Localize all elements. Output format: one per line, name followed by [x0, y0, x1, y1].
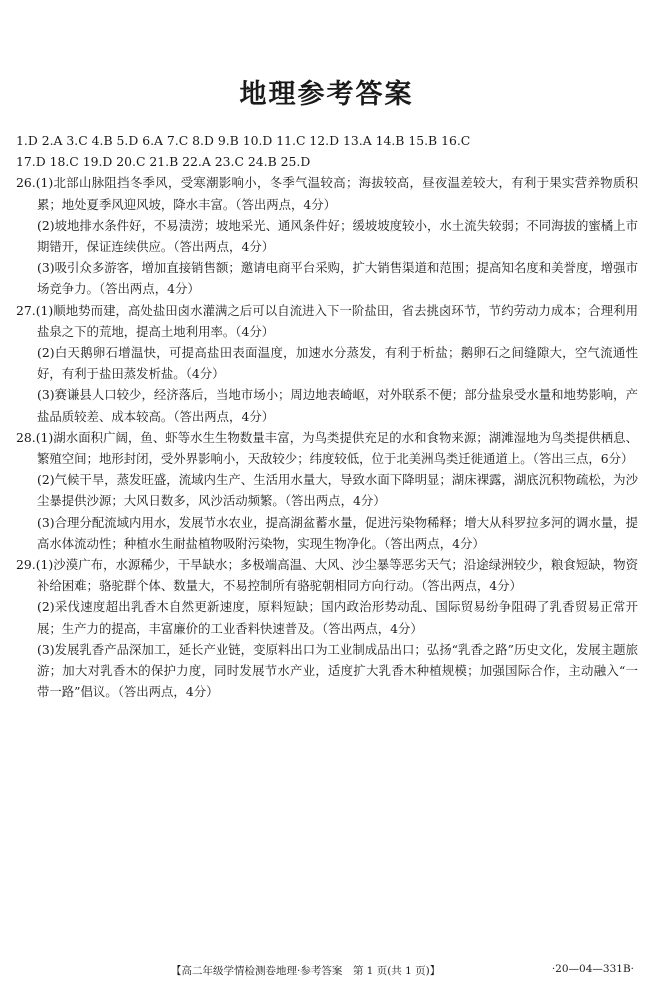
question-28: [16, 427, 638, 554]
question-29: [16, 554, 638, 702]
q28-part-1: 28.(1)湖水面积广阔，鱼、虾等水生生物数量丰富，为鸟类提供充足的水和食物来源；湖滩湿地为鸟类提供栖息、繁殖空间；地形封闭，受外界影响小，天敌较少；纬度较低，位于北美洲鸟类迁徙通道上。（答出三点，6分）: [16, 429, 638, 467]
question-27: [16, 300, 638, 427]
q27-part-3: (3)赛谦县人口较少，经济落后，当地市场小；周边地表崎岖，对外联系不便；部分盐泉受水量和地势影响，产盐品质较差、成本较高。（答出两点，4分）: [37, 387, 638, 424]
q27-part-1: 27.(1)顺地势而建，高处盐田卤水灌满之后可以自流进入下一阶盐田，省去挑卤环节，节约劳动力成本；合理利用盐泉之下的荒地，提高土地利用率。（4分）: [16, 302, 638, 339]
q27-part-2: (2)白天鹅卵石增温快，可提高盐田表面温度，加速水分蒸发，有利于析盐；鹅卵石之间缝隙大，空气流通性好，有利于盐田蒸发析盐。（4分）: [37, 345, 638, 382]
q26-part-1: 26.(1)北部山脉阻挡冬季风，受寒潮影响小，冬季气温较高；海拔较高，昼夜温差较大，有利于果实营养物质积累；地处夏季风迎风坡，降水丰富。（答出两点，4分）: [16, 175, 638, 212]
q29-part-2: (2)采伐速度超出乳香木自然更新速度，原料短缺；国内政治形势动乱、国际贸易纷争阻碍了乳香贸易正常开展；生产力的提高，丰富廉价的工业香料快速普及。（答出两点，4分）: [37, 599, 638, 636]
question-26: [16, 172, 638, 299]
q28-part-2: (2)气候干旱，蒸发旺盛，流域内生产、生活用水量大，导致水面下降明显；湖床裸露，湖底沉积物疏松，为沙尘暴提供沙源；大风日数多，风沙活动频繁。（答出两点，4分）: [37, 472, 638, 509]
answers-body: [16, 130, 638, 702]
q29-part-3: (3)发展乳香产品深加工，延长产业链，变原料出口为工业制成品出口；弘扬“乳香之路”历史文化，发展主题旅游；加大对乳香木的保护力度，同时发展节水产业，适度扩大乳香木种植规模；加强国际合作，主动融入“一带一路”倡议。（答出两点，4分）: [37, 641, 638, 700]
page-title: 地理参考答案: [239, 79, 414, 110]
q28-part-3: (3)合理分配流域内用水，发展节水农业，提高湖盆蓄水量，促进污染物稀释；增大从科罗拉多河的调水量，提高水体流动性；种植水生耐盐植物吸附污染物，实现生物净化。（答出两点，4分）: [37, 514, 638, 551]
multiple-choice-answers-line-1: 1.D 2.A 3.C 4.B 5.D 6.A 7.C 8.D 9.B 10.D 11.C 12.D 13.A 14.B 15.B 16.C: [16, 133, 471, 148]
q29-part-1: 29.(1)沙漠广布，水源稀少，干旱缺水；多极端高温、大风、沙尘暴等恶劣天气；沿途绿洲较少，粮食短缺，物资补给困难；骆驼群个体、数量大，不易控制所有骆驼朝相同方向行动。（答出两点，4分）: [16, 557, 638, 594]
footer-page-info: 【高二年级学情检测卷地理·参考答案 第 1 页(共 1 页)】: [171, 965, 441, 977]
multiple-choice-answers-line-2: 17.D 18.C 19.D 20.C 21.B 22.A 23.C 24.B 25.D: [16, 154, 311, 170]
footer-document-code: ·20—04—331B·: [551, 963, 634, 975]
q26-part-3: (3)吸引众多游客，增加直接销售额；邀请电商平台采购，扩大销售渠道和范围；提高知名度和美誉度，增强市场竞争力。（答出两点，4分）: [37, 260, 638, 297]
q26-part-2: (2)坡地排水条件好，不易渍涝；坡地采光、通风条件好；缓坡坡度较小，水土流失较弱；不同海拔的蜜橘上市期错开，保证连续供应。（答出两点，4分）: [37, 217, 638, 255]
